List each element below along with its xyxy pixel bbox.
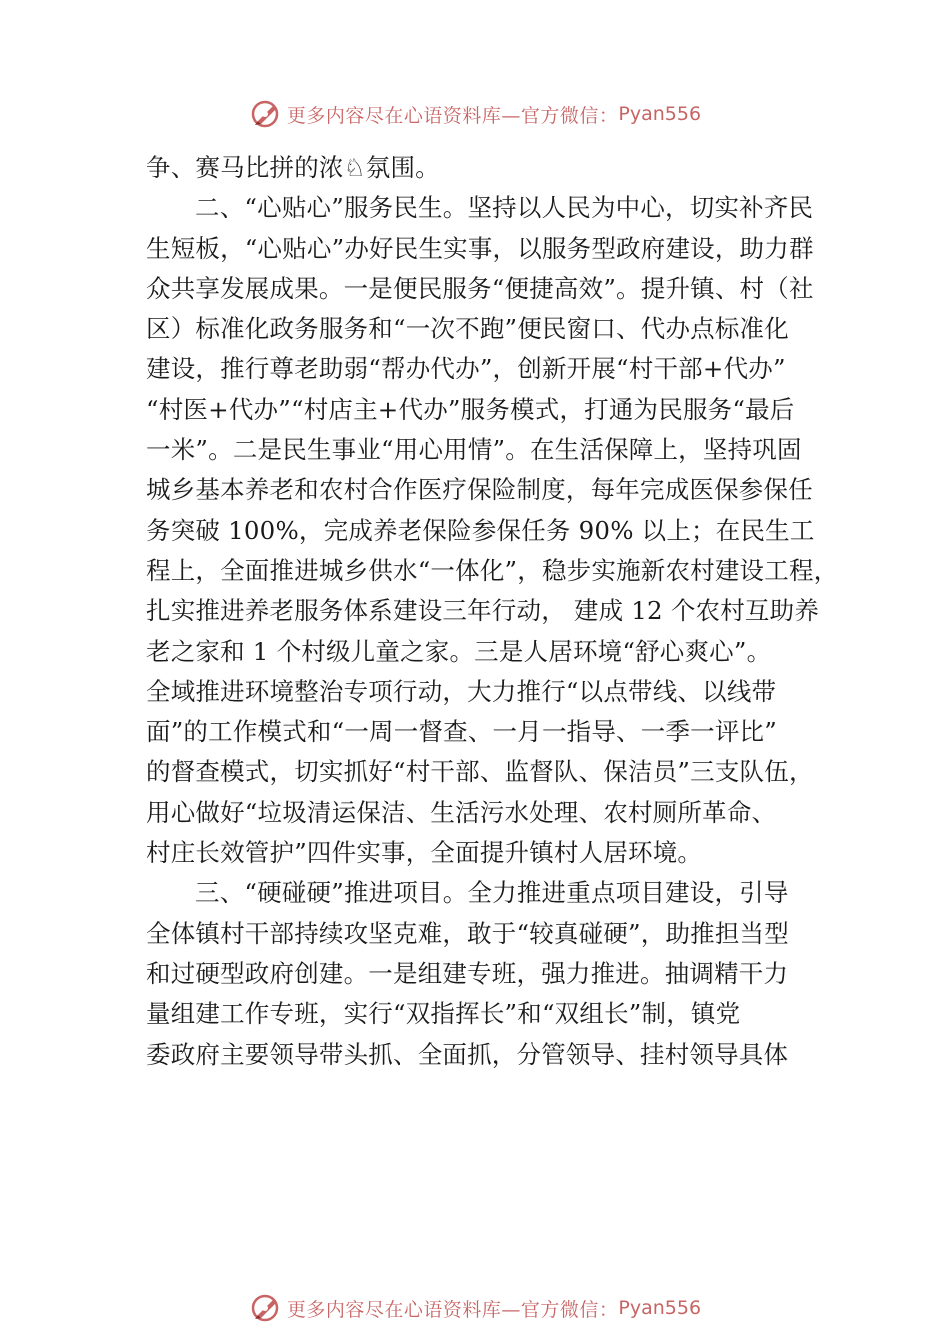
- text-line: 的督查模式，切实抓好“村干部、监督队、保洁员”三支队伍，: [146, 757, 814, 787]
- footer-banner: [0, 1288, 950, 1328]
- text-line: 众共享发展成果。一是便民服务“便捷高效”。提升镇、村（社: [146, 273, 814, 303]
- banner-wechat-id: Pyan556: [618, 1297, 702, 1319]
- text-line: 一米”。二是民生事业“用心用情”。在生活保障上，坚持巩固: [146, 435, 802, 465]
- text-line: 生短板，“心贴心”办好民生实事，以服务型政府建设，助力群: [146, 233, 814, 263]
- banner-text: 更多内容尽在心语资料库—官方微信：: [286, 1298, 619, 1321]
- paragraph-start-line: 二、“心贴心”服务民生。坚持以人民为中心，切实补齐民: [195, 193, 814, 223]
- text-line: 面”的工作模式和“一周一督查、一月一指导、一季一评比”: [146, 717, 777, 747]
- pen-logo-icon: [249, 97, 283, 131]
- text-line: 老之家和 1 个村级儿童之家。三是人居环境“舒心爽心”。: [146, 636, 772, 666]
- text-line: 务突破 100%，完成养老保险参保任务 90% 以上；在民生工: [146, 515, 815, 545]
- text-line: “村医+代办”“村店主+代办”服务模式，打通为民服务“最后: [146, 394, 795, 424]
- text-line: 争、赛马比拼的浓♘氛围。: [146, 153, 440, 182]
- banner-wechat-id: Pyan556: [618, 103, 702, 125]
- text-line: 建设，推行尊老助弱“帮办代办”，创新开展“村干部+代办”: [146, 354, 786, 384]
- text-line: 委政府主要领导带头抓、全面抓，分管领导、挂村领导具体: [146, 1039, 789, 1069]
- paragraph-start-line: 三、“硬碰硬”推进项目。全力推进重点项目建设，引导: [195, 878, 789, 908]
- header-banner: [0, 94, 950, 134]
- text-line: 和过硬型政府创建。一是组建专班，强力推进。抽调精干力: [146, 958, 789, 988]
- text-line: 全体镇村干部持续攻坚克难，敢于“较真碰硬”，助推担当型: [146, 918, 789, 948]
- document-body: [146, 148, 839, 1075]
- pen-logo-icon: [249, 1291, 283, 1325]
- text-line: 城乡基本养老和农村合作医疗保险制度，每年完成医保参保任: [146, 475, 813, 505]
- text-line: 程上，全面推进城乡供水“一体化”，稳步实施新农村建设工程，: [146, 555, 839, 585]
- banner-text: 更多内容尽在心语资料库—官方微信：: [286, 104, 619, 127]
- text-line: 量组建工作专班，实行“双指挥长”和“双组长”制，镇党: [146, 999, 741, 1029]
- text-line: 村庄长效管护”四件实事，全面提升镇村人居环境。: [146, 838, 703, 868]
- text-line: 全域推进环境整治专项行动，大力推行“以点带线、以线带: [146, 676, 777, 706]
- text-line: 区）标准化政务服务和“一次不跑”便民窗口、代办点标准化: [146, 314, 789, 344]
- text-line: 扎实推进养老服务体系建设三年行动， 建成 12 个农村互助养: [146, 596, 820, 626]
- text-line: 用心做好“垃圾清运保洁、生活污水处理、农村厕所革命、: [146, 797, 777, 827]
